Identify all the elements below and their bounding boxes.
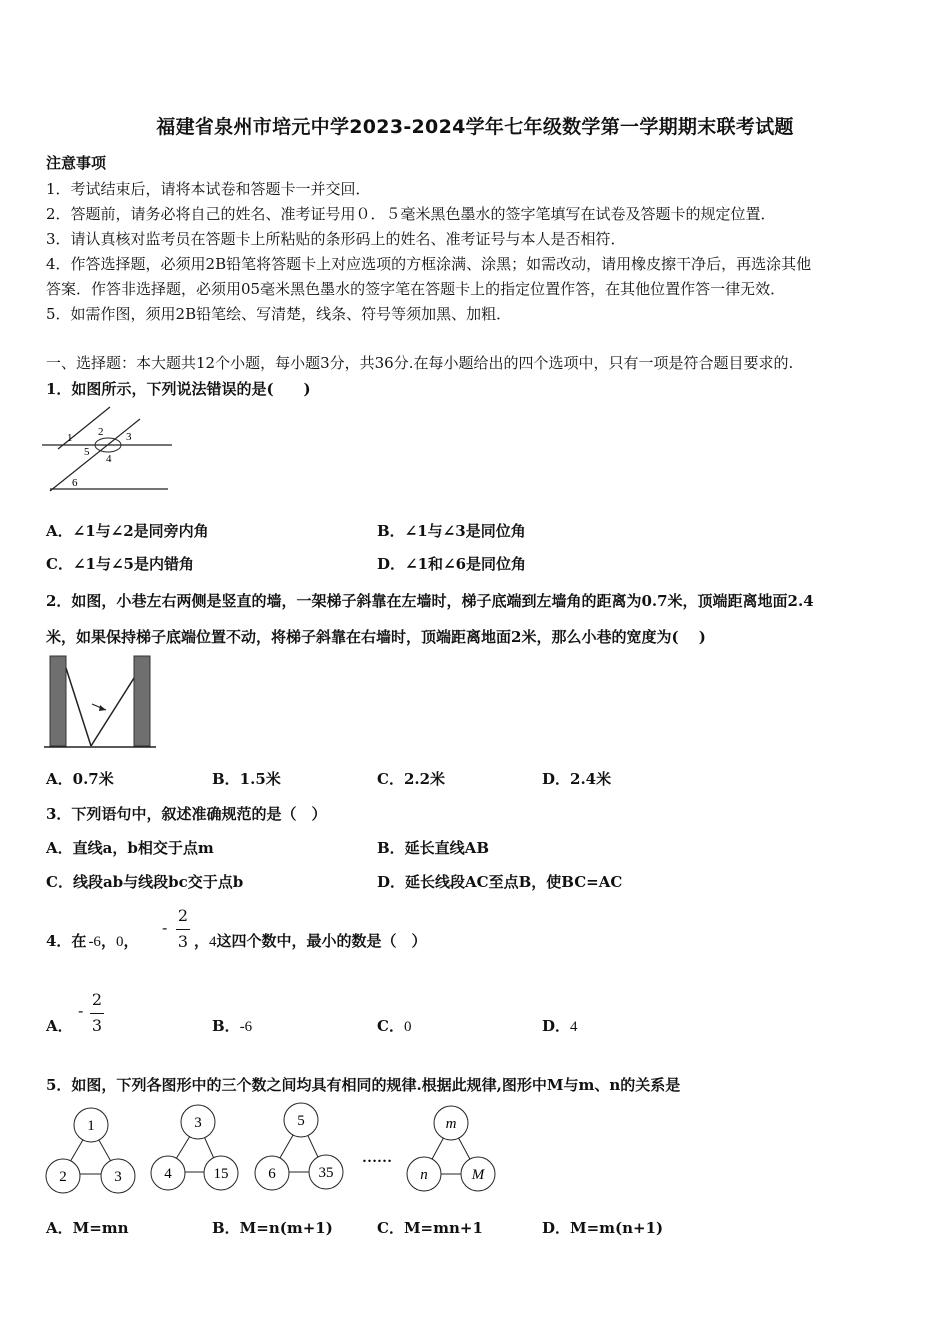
option-value: 4 — [570, 1019, 578, 1035]
fraction-bar — [176, 929, 190, 930]
q3-option-b[interactable]: B．延长直线AB — [377, 839, 489, 857]
q1-figure — [40, 405, 180, 495]
angle-label: 2 — [98, 426, 104, 438]
option-label: C． — [377, 1017, 404, 1035]
angle-label: 5 — [84, 446, 90, 458]
circle-value: 35 — [318, 1165, 334, 1181]
q3-option-a[interactable]: A．直线a，b相交于点m — [46, 839, 214, 857]
option-label: B． — [212, 1017, 240, 1035]
q2-option-c[interactable]: C．2.2米 — [377, 770, 446, 788]
q5-option-a[interactable]: A．M=mn — [46, 1219, 129, 1237]
fraction-numerator: 2 — [91, 990, 103, 1009]
triangle-group-3 — [255, 1103, 343, 1190]
q4-separator: ， — [194, 932, 210, 950]
question-1-stem: 1．如图所示，下列说法错误的是( ) — [46, 380, 311, 398]
q2-option-a[interactable]: A．0.7米 — [46, 770, 114, 788]
ellipsis: …… — [362, 1150, 392, 1166]
q4-suffix: 这四个数中，最小的数是（ ） — [216, 932, 427, 950]
circle-value: 3 — [194, 1115, 202, 1131]
triangle-group-1 — [46, 1108, 135, 1193]
notice-item: 1．考试结束后，请将本试卷和答题卡一并交回． — [46, 180, 371, 198]
circle-value: 15 — [213, 1166, 229, 1182]
q4-number: -6 — [88, 934, 101, 950]
q4-number: 4 — [209, 934, 217, 950]
circle-value: M — [471, 1167, 485, 1183]
circle-value: m — [445, 1116, 457, 1132]
q5-option-d[interactable]: D．M=m(n+1) — [542, 1219, 664, 1237]
q4-fraction — [162, 906, 192, 952]
circle-value: 2 — [59, 1169, 67, 1185]
q4-separator: ， — [100, 932, 116, 950]
q5-option-b[interactable]: B．M=n(m+1) — [212, 1219, 333, 1237]
q2-alley-figure — [44, 656, 164, 750]
circle-value: 6 — [268, 1166, 276, 1182]
notice-heading: 注意事项 — [46, 154, 107, 172]
q5-figure — [40, 1100, 510, 1200]
question-4-stem — [46, 930, 138, 951]
q4-option-d[interactable] — [542, 1015, 578, 1036]
q1-option-b[interactable]: B．∠1与∠3是同位角 — [377, 522, 526, 540]
notice-item: 2．答题前，请务必将自己的姓名、准考证号用０．５毫米黑色墨水的签字笔填写在试卷及答题卡的规定位置． — [46, 205, 776, 223]
angle-label: 6 — [72, 477, 78, 489]
q5-option-c[interactable]: C．M=mn+1 — [377, 1219, 483, 1237]
q2-option-b[interactable]: B．1.5米 — [212, 770, 281, 788]
triangle-group-4 — [407, 1106, 495, 1191]
question-2-stem-line1: 2．如图，小巷左右两侧是竖直的墙，一架梯子斜靠在左墙时，梯子底端到左墙角的距离为0.7米，顶端距离地面2.4 — [46, 592, 814, 610]
q4-separator: ， — [123, 932, 139, 950]
q3-option-c[interactable]: C．线段ab与线段bc交于点b — [46, 873, 244, 891]
fraction-bar — [90, 1013, 104, 1014]
page-title: 福建省泉州市培元中学2023-2024学年七年级数学第一学期期末联考试题 — [156, 116, 794, 138]
notice-item: 4．作答选择题，必须用2B铅笔将答题卡上对应选项的方框涂满、涂黑；如需改动，请用橡皮擦干净后，再选涂其他 — [46, 255, 812, 273]
notice-item: 5．如需作图，须用2B铅笔绘、写清楚，线条、符号等须加黑、加粗． — [46, 305, 512, 323]
q4-option-c[interactable] — [377, 1015, 411, 1036]
fraction-denominator: 3 — [91, 1016, 103, 1035]
circle-value: 3 — [114, 1169, 122, 1185]
q4-prefix: 4．在 — [46, 932, 87, 950]
q2-option-d[interactable]: D．2.4米 — [542, 770, 612, 788]
option-label: D． — [542, 1017, 571, 1035]
q1-option-a[interactable]: A．∠1与∠2是同旁内角 — [46, 522, 209, 540]
angle-label: 4 — [106, 453, 112, 465]
circle-value: n — [420, 1167, 428, 1183]
circle-value: 4 — [164, 1166, 172, 1182]
question-3-stem: 3．下列语句中，叙述准确规范的是（ ） — [46, 805, 327, 823]
section-heading: 一、选择题：本大题共12个小题，每小题3分，共36分.在每小题给出的四个选项中，只有一项是符合题目要求的. — [46, 354, 794, 372]
notice-item: 答案．作答非选择题，必须用05毫米黑色墨水的签字笔在答题卡上的指定位置作答，在其他位置作答一律无效． — [46, 280, 786, 298]
circle-value: 5 — [297, 1113, 305, 1129]
q3-option-d[interactable]: D．延长线段AC至点B，使BC=AC — [377, 873, 623, 891]
question-2-stem-line2: 米，如果保持梯子底端位置不动，将梯子斜靠在右墙时，顶端距离地面2米，那么小巷的宽度为( ) — [46, 628, 706, 646]
notice-item: 3．请认真核对监考员在答题卡上所粘贴的条形码上的姓名、准考证号与本人是否相符． — [46, 230, 626, 248]
fraction-sign: - — [78, 1001, 84, 1020]
q4-option-b[interactable] — [212, 1015, 252, 1036]
question-4-stem-tail — [194, 930, 427, 951]
fraction-sign: - — [162, 918, 168, 937]
angle-label: 1 — [67, 432, 73, 444]
fraction-numerator: 2 — [177, 906, 189, 925]
option-value: 0 — [403, 1019, 412, 1035]
fraction-denominator: 3 — [177, 932, 189, 951]
q4-option-a-label[interactable]: A． — [46, 1017, 73, 1035]
q4-option-a-fraction[interactable] — [78, 990, 108, 1036]
q4-number: 0 — [115, 934, 124, 950]
question-5-stem: 5．如图，下列各图形中的三个数之间均具有相同的规律.根据此规律,图形中M与m、n的关系是 — [46, 1076, 681, 1094]
circle-value: 1 — [87, 1118, 95, 1134]
option-value: -6 — [239, 1019, 253, 1035]
q1-option-d[interactable]: D．∠1和∠6是同位角 — [377, 555, 527, 573]
angle-label: 3 — [126, 431, 132, 443]
triangle-group-2 — [151, 1105, 238, 1190]
q1-option-c[interactable]: C．∠1与∠5是内错角 — [46, 555, 194, 573]
